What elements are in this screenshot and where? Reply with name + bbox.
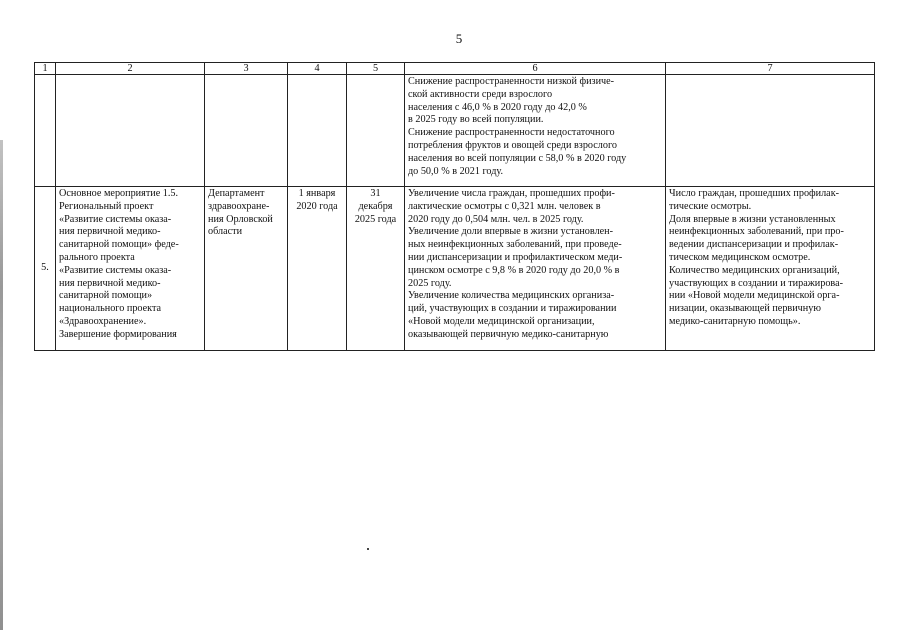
text-line: Региональный проект xyxy=(59,200,154,212)
text-line: ской активности среди взрослого xyxy=(408,88,553,100)
header-cell-5: 5 xyxy=(347,63,405,75)
text-line: 2025 года xyxy=(354,213,397,225)
text-line: «Новой модели медицинской организации, xyxy=(408,315,595,327)
cell-row1-col1 xyxy=(35,75,56,187)
text-line: «Развитие системы оказа- xyxy=(59,213,172,225)
header-cell-3: 3 xyxy=(205,63,288,75)
text-line: ций, участвующих в создании и тиражировании xyxy=(408,303,617,315)
cell-row2-col6 xyxy=(405,187,666,351)
header-cell-4: 4 xyxy=(288,63,347,75)
page-number: 5 xyxy=(455,31,463,46)
scan-edge-artifact xyxy=(0,140,3,630)
header-row xyxy=(35,63,875,75)
cell-row2-col5 xyxy=(347,187,405,351)
text-line: ных неинфекционных заболеваний, при проведе- xyxy=(408,239,622,251)
text-line: ведении диспансеризации и профилак- xyxy=(669,239,839,251)
text-line: ния первичной медико- xyxy=(59,226,161,238)
text-line: неинфекционных заболеваний, при про- xyxy=(669,226,844,238)
cell-row2-col3 xyxy=(205,187,288,351)
text-line: цинском осмотре с 9,8 % в 2020 году до 20,0 % в xyxy=(408,264,620,276)
text-line: Завершение формирования xyxy=(59,328,177,340)
text-line: медико-санитарную помощь». xyxy=(669,315,801,327)
text-line: ния первичной медико- xyxy=(59,277,161,289)
text-line: национального проекта xyxy=(59,303,162,315)
text-line: 2025 году. xyxy=(408,277,452,289)
text-line: оказывающей первичную медико-санитарную xyxy=(408,328,609,340)
text-line: Количество медицинских организаций, xyxy=(669,264,840,276)
text-line: лактические осмотры с 0,321 млн. человек в xyxy=(408,200,601,212)
cell-row1-col4 xyxy=(288,75,347,187)
text-line: декабря xyxy=(358,200,393,212)
text-line: Департамент xyxy=(208,188,265,199)
scan-speck xyxy=(367,548,369,550)
header-cell-1: 1 xyxy=(35,63,56,75)
text-line: 1 января xyxy=(298,188,336,199)
text-line: рального проекта xyxy=(59,251,135,263)
text-line: Основное мероприятие 1.5. xyxy=(59,188,179,199)
text-line: в 2025 году во всей популяции. xyxy=(408,114,544,126)
text-line: Снижение распространенности низкой физиче- xyxy=(408,76,615,87)
text-line: области xyxy=(208,226,243,238)
table-row xyxy=(35,187,875,351)
text-line: 2020 года xyxy=(296,200,338,212)
cell-row1-col7 xyxy=(666,75,875,187)
text-line: санитарной помощи» феде- xyxy=(59,239,179,251)
cell-row1-col5 xyxy=(347,75,405,187)
text-line: участвующих в создании и тиражирова- xyxy=(669,277,844,289)
text-line: Число граждан, прошедших профилак- xyxy=(669,188,840,199)
cell-row2-col2 xyxy=(56,187,205,351)
text-line: потребления фруктов и овощей среди взрослого xyxy=(408,139,617,151)
cell-row2-col4 xyxy=(288,187,347,351)
text-line: тические осмотры. xyxy=(669,200,752,212)
text-line: здравоохране- xyxy=(208,200,270,212)
header-cell-7: 7 xyxy=(666,63,875,75)
plan-table xyxy=(34,62,875,351)
cell-row2-col7 xyxy=(666,187,875,351)
cell-row1-col2 xyxy=(56,75,205,187)
text-line: Увеличение количества медицинских организа- xyxy=(408,290,615,302)
text-line: санитарной помощи» xyxy=(59,290,153,302)
cell-row1-col6 xyxy=(405,75,666,187)
header-cell-6: 6 xyxy=(405,63,666,75)
text-line: Увеличение доли впервые в жизни установлен- xyxy=(408,226,614,238)
text-line: 2020 году до 0,504 млн. чел. в 2025 году. xyxy=(408,213,584,225)
text-line: Снижение распространенности недостаточного xyxy=(408,127,615,139)
text-line: ния Орловской xyxy=(208,213,273,225)
text-line: низации, оказывающей первичную xyxy=(669,303,821,315)
text-line: нии диспансеризации и профилактическом меди- xyxy=(408,251,623,263)
text-line: нии «Новой модели медицинской орга- xyxy=(669,290,840,302)
text-line: населения во всей популяции с 58,0 % в 2020 году xyxy=(408,152,627,164)
text-line: до 50,0 % в 2021 году. xyxy=(408,165,504,177)
text-line: «Здравоохранение». xyxy=(59,315,147,327)
header-cell-2: 2 xyxy=(56,63,205,75)
row-number: 5. xyxy=(35,187,56,351)
text-line: Доля впервые в жизни установленных xyxy=(669,213,836,225)
table-row xyxy=(35,75,875,187)
text-line: тическом медицинском осмотре. xyxy=(669,251,811,263)
text-line: Увеличение числа граждан, прошедших профи- xyxy=(408,188,615,199)
text-line: «Развитие системы оказа- xyxy=(59,264,172,276)
text-line: населения с 46,0 % в 2020 году до 42,0 % xyxy=(408,101,587,113)
text-line: 31 xyxy=(370,188,381,199)
cell-row1-col3 xyxy=(205,75,288,187)
